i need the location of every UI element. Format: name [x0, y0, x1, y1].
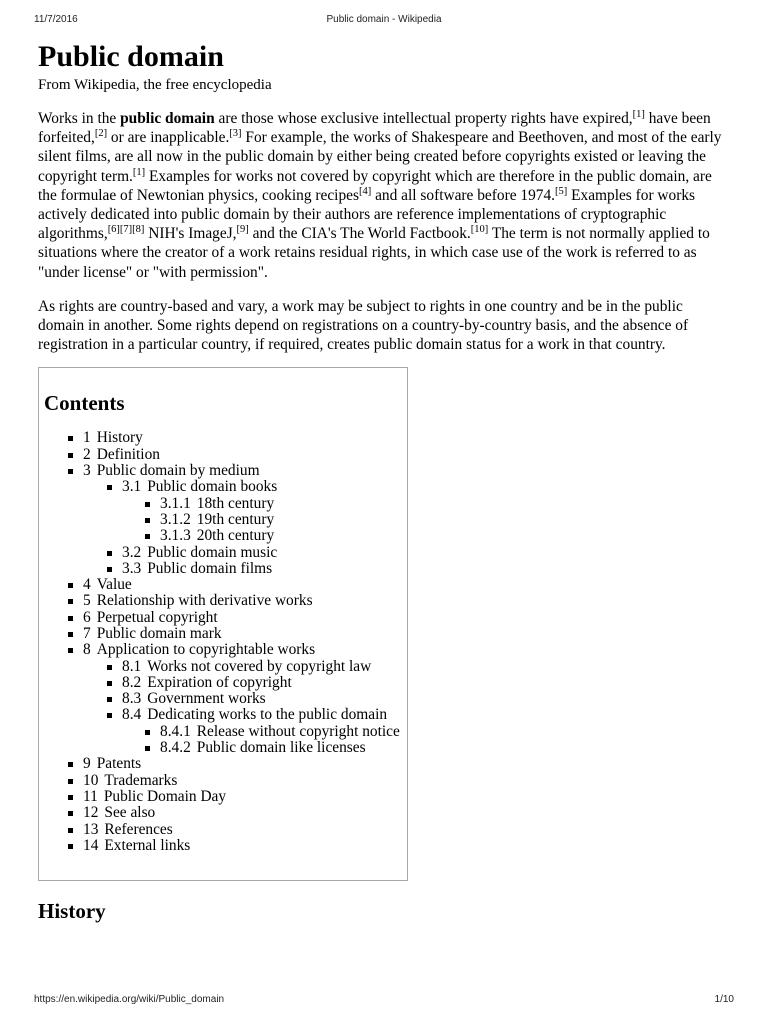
toc-item-public-domain-day[interactable]: [44, 789, 407, 805]
toc-item-derivative-works[interactable]: [44, 593, 407, 609]
bullet-icon: [145, 746, 150, 751]
citation-link[interactable]: [2]: [94, 128, 108, 140]
text-run: and all software before 1974.: [371, 186, 555, 204]
toc-number: 8.4.2: [160, 739, 191, 757]
toc-label: Public domain by medium: [96, 462, 260, 480]
toc-item-application[interactable]: [44, 642, 407, 658]
toc-number: 13: [83, 820, 99, 838]
toc-item-history[interactable]: [44, 430, 407, 446]
bullet-icon: [145, 518, 150, 523]
toc-number: 8.4.1: [160, 722, 191, 740]
text-run: For example, the works of Shakespeare and Beethoven, and most of the early silent films, are all now in the public domain by either being created before copyrights existed or leaving the copyright term.: [38, 129, 722, 185]
toc-item-films[interactable]: [44, 561, 407, 577]
toc-label: Release without copyright notice: [196, 722, 400, 740]
toc-item-government-works[interactable]: [44, 691, 407, 707]
toc-label: Public Domain Day: [103, 787, 227, 805]
page-title: Public domain: [38, 40, 224, 73]
citation-link[interactable]: [6][7][8]: [107, 224, 145, 236]
toc-item-references[interactable]: [44, 822, 407, 838]
toc-item-20th-century[interactable]: [44, 528, 407, 544]
bullet-icon: [68, 779, 73, 784]
citation-link[interactable]: [10]: [470, 224, 489, 236]
toc-number: 1: [83, 429, 91, 447]
toc-label: Dedicating works to the public domain: [147, 706, 388, 724]
tagline: From Wikipedia, the free encyclopedia: [38, 77, 272, 93]
bullet-icon: [107, 567, 112, 572]
toc-item-not-covered[interactable]: [44, 659, 407, 675]
toc-label: Relationship with derivative works: [96, 592, 313, 610]
toc-item-music[interactable]: [44, 545, 407, 561]
toc-number: 2: [83, 445, 91, 463]
bullet-icon: [68, 469, 73, 474]
table-of-contents: [38, 367, 408, 881]
toc-item-see-also[interactable]: [44, 805, 407, 821]
bullet-icon: [68, 616, 73, 621]
toc-label: Public domain music: [147, 543, 278, 561]
toc-number: 8.3: [122, 690, 142, 708]
toc-number: 5: [83, 592, 91, 610]
toc-label: Perpetual copyright: [96, 608, 218, 626]
toc-number: 3.1.1: [160, 494, 191, 512]
bullet-icon: [107, 665, 112, 670]
print-url: https://en.wikipedia.org/wiki/Public_domain: [34, 994, 225, 1005]
toc-number: 3.2: [122, 543, 142, 561]
toc-label: 20th century: [196, 527, 275, 545]
toc-label: Public domain like licenses: [196, 739, 366, 757]
citation-link[interactable]: [4]: [358, 185, 372, 197]
toc-number: 3.1.3: [160, 527, 191, 545]
bullet-icon: [68, 844, 73, 849]
bullet-icon: [68, 811, 73, 816]
bullet-icon: [145, 730, 150, 735]
toc-item-books[interactable]: [44, 479, 407, 495]
toc-item-19th-century[interactable]: [44, 512, 407, 528]
citation-link[interactable]: [1]: [132, 166, 146, 178]
citation-link[interactable]: [5]: [555, 185, 568, 197]
toc-item-18th-century[interactable]: [44, 496, 407, 512]
toc-label: Expiration of copyright: [147, 673, 292, 691]
toc-number: 3.1: [122, 478, 142, 496]
text-run: Examples for works actively dedicated into public domain by their authors are reference implementations of cryptographic algorithms,: [38, 186, 696, 243]
toc-number: 8.1: [122, 657, 142, 675]
bullet-icon: [145, 502, 150, 507]
toc-item-by-medium[interactable]: [44, 463, 407, 479]
toc-number: 14: [83, 836, 99, 854]
citation-link[interactable]: [1]: [632, 108, 645, 120]
text-run: are those whose exclusive intellectual property rights have expired,: [214, 110, 633, 127]
bullet-icon: [68, 762, 73, 767]
toc-label: Application to copyrightable works: [96, 641, 316, 659]
print-footer: [0, 994, 768, 1010]
toc-number: 8.2: [122, 673, 142, 691]
bullet-icon: [68, 599, 73, 604]
toc-number: 3.3: [122, 559, 142, 577]
toc-list: [44, 430, 407, 854]
toc-label: External links: [104, 836, 191, 854]
toc-label: Patents: [96, 755, 142, 773]
bullet-icon: [107, 713, 112, 718]
text-run: Examples for works not covered by copyright which are therefore in the public domain, are the formulae of Newtonian physics, cooking recipes: [38, 167, 712, 204]
bullet-icon: [68, 453, 73, 458]
toc-number: 4: [83, 576, 91, 594]
toc-item-definition[interactable]: [44, 447, 407, 463]
bold-term: public domain: [120, 110, 215, 127]
bullet-icon: [107, 551, 112, 556]
toc-number: 3.1.2: [160, 510, 191, 528]
citation-link[interactable]: [3]: [229, 128, 242, 140]
bullet-icon: [68, 828, 73, 833]
print-header: [0, 14, 768, 30]
toc-label: Value: [96, 576, 132, 594]
bullet-icon: [68, 648, 73, 653]
toc-label: History: [96, 429, 143, 447]
toc-number: 12: [83, 804, 99, 822]
bullet-icon: [107, 485, 112, 490]
toc-label: Public domain books: [147, 478, 278, 496]
bullet-icon: [107, 697, 112, 702]
print-page-title: Public domain - Wikipedia: [326, 14, 442, 25]
toc-label: Public domain mark: [96, 625, 222, 642]
article-content: [38, 38, 730, 925]
citation-link[interactable]: [9]: [236, 224, 249, 236]
toc-title: Contents: [44, 391, 125, 416]
toc-item-external-links[interactable]: [44, 838, 407, 854]
toc-label: Public domain films: [147, 559, 273, 577]
second-paragraph: As rights are country-based and vary, a work may be subject to rights in one country and be in the public domain in another. Some rights depend on registrations on a country-by-country basis, and the absence of registration in a particular country, if required, creates public domain status for a work in that country.: [38, 297, 689, 354]
toc-number: 7: [83, 625, 91, 642]
text-run: The term is not normally applied to situations where the creator of a work retains residual rights, in which case use of the work is referred to as "under license" or "with permission".: [38, 225, 710, 281]
bullet-icon: [68, 583, 73, 588]
toc-item-public-domain-mark[interactable]: [44, 626, 407, 642]
text-run: and the CIA's The World Factbook.: [248, 225, 471, 243]
toc-item-dedicating[interactable]: [44, 707, 407, 723]
text-run: or are inapplicable.: [107, 129, 230, 147]
print-date: 11/7/2016: [34, 14, 78, 25]
toc-number: 8: [83, 641, 91, 659]
toc-item-perpetual-copyright[interactable]: [44, 610, 407, 626]
toc-number: 6: [83, 608, 91, 626]
toc-label: Trademarks: [104, 771, 178, 789]
toc-number: 11: [83, 787, 98, 805]
text-run: have been forfeited,: [38, 110, 711, 147]
section-heading-history: History: [38, 899, 106, 924]
intro-paragraph: [38, 109, 730, 282]
bullet-icon: [145, 534, 150, 539]
toc-item-patents[interactable]: [44, 756, 407, 772]
text-run: NIH's ImageJ,: [144, 225, 237, 243]
toc-label: Government works: [147, 690, 266, 708]
toc-number: 10: [83, 771, 99, 789]
bullet-icon: [68, 632, 73, 637]
toc-label: 19th century: [196, 510, 275, 528]
bullet-icon: [107, 681, 112, 686]
toc-item-expiration[interactable]: [44, 675, 407, 691]
toc-item-licenses[interactable]: [44, 740, 407, 756]
bullet-icon: [68, 436, 73, 441]
toc-item-trademarks[interactable]: [44, 773, 407, 789]
bullet-icon: [68, 795, 73, 800]
print-page-number: 1/10: [714, 994, 734, 1005]
toc-label: 18th century: [196, 494, 275, 512]
toc-item-value[interactable]: [44, 577, 407, 593]
toc-number: 3: [83, 462, 91, 480]
toc-label: References: [104, 820, 173, 838]
text-run: Works in the: [38, 110, 121, 127]
toc-number: 9: [83, 755, 91, 773]
toc-label: Definition: [96, 445, 160, 463]
toc-number: 8.4: [122, 706, 142, 724]
toc-label: Works not covered by copyright law: [147, 657, 372, 675]
toc-label: See also: [104, 804, 156, 822]
toc-item-release[interactable]: [44, 724, 407, 740]
